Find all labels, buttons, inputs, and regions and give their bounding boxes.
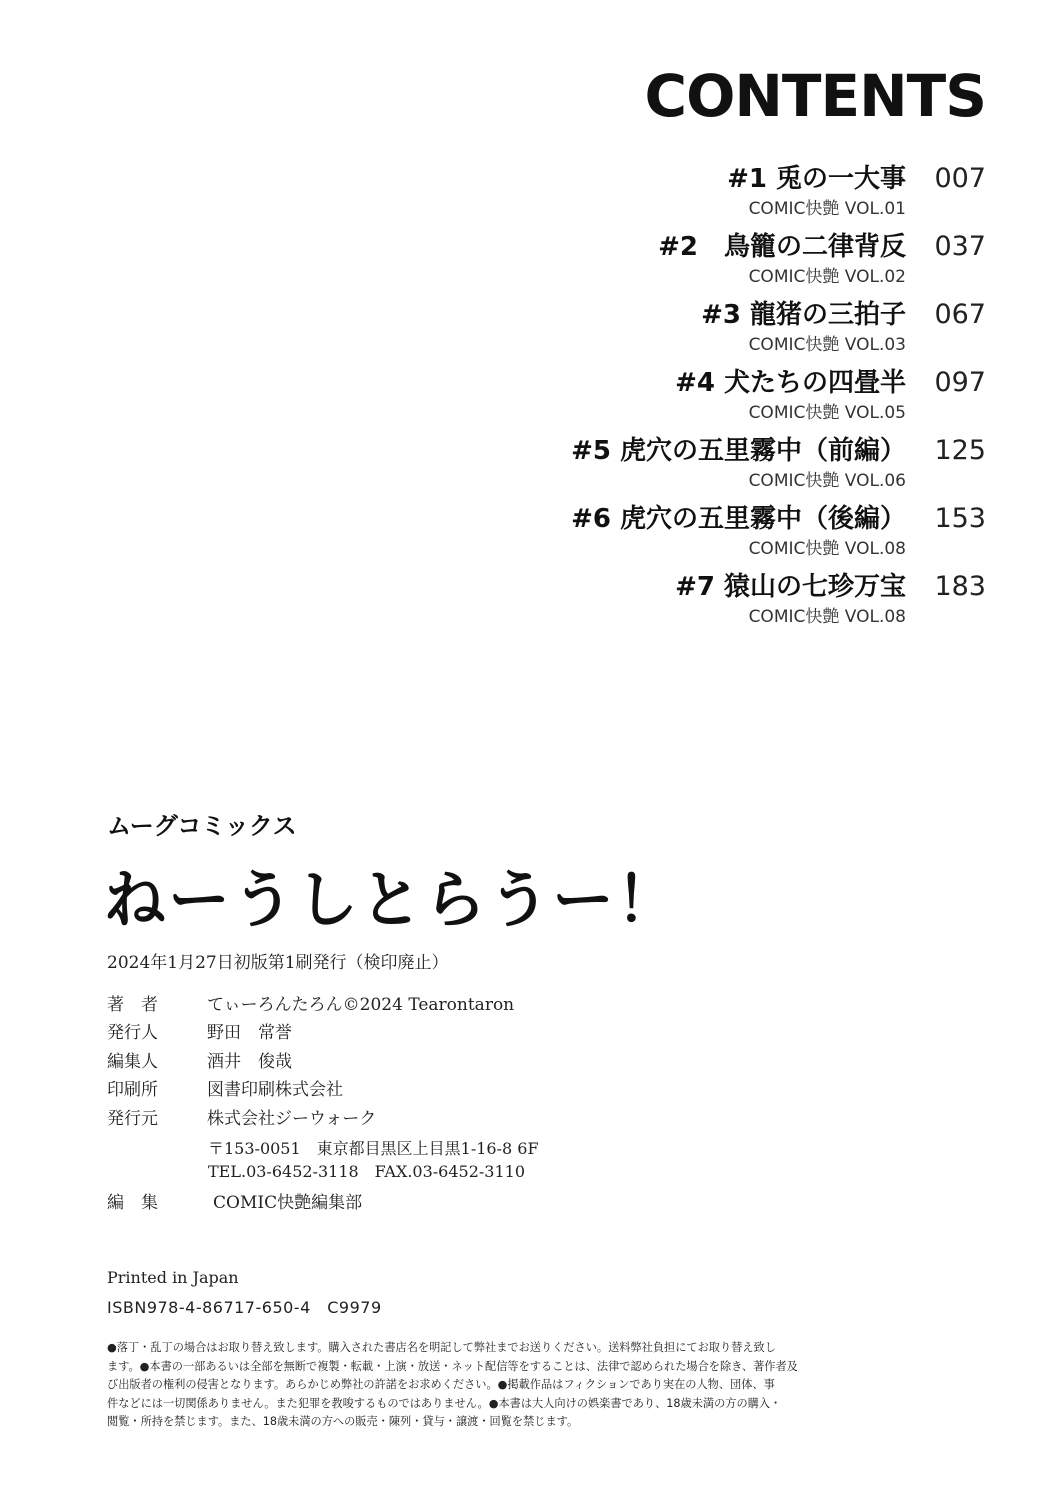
author-label: 著者: [107, 994, 175, 1015]
editor-person-value: 酒井 俊哉: [207, 1051, 292, 1072]
toc-title: #3 龍猪の三拍子: [701, 300, 906, 330]
legal-notice: [107, 1339, 807, 1432]
publisher-person-label: 発行人: [107, 1023, 158, 1044]
printer-label: 印刷所: [107, 1080, 158, 1101]
colophon-editor-person-row: [107, 1045, 807, 1074]
colophon-printer-row: [107, 1074, 807, 1103]
toc-source: COMIC快艶 VOL.01: [748, 199, 906, 219]
notice-line: ます。●本書の一部あるいは全部を無断で複製・転載・上演・放送・ネット配信等をすることは、法律で認められた場合を除き、著作者及: [107, 1359, 798, 1373]
publication-date: 2024年1月27日初版第1刷発行（検印廃止）: [107, 953, 449, 973]
table-of-contents: [426, 158, 986, 634]
toc-title: #5 虎穴の五里霧中（前編）: [571, 436, 906, 466]
toc-entry-5[interactable]: [426, 430, 986, 498]
toc-page-number: 067: [934, 299, 986, 330]
book-title: ねーうしとらうー！: [104, 863, 681, 936]
toc-entry-1[interactable]: [426, 158, 986, 226]
toc-page-number: 007: [934, 163, 986, 194]
toc-entry-6[interactable]: [426, 498, 986, 566]
toc-page-number: 037: [934, 231, 986, 262]
colophon-author-row: [107, 988, 807, 1017]
publisher-person-value: 野田 常誉: [207, 1023, 292, 1044]
notice-line: 件などには一切関係ありません。また犯罪を教唆するものではありません。●本書は大人向けの娯楽書であり、18歳未満の方の購入・: [107, 1396, 782, 1410]
toc-title: #4 犬たちの四畳半: [675, 368, 906, 398]
toc-entry-4[interactable]: [426, 362, 986, 430]
notice-line: ●落丁・乱丁の場合はお取り替え致します。購入された書店名を明記して弊社までお送りください。送料弊社負担にてお取り替え致し: [107, 1341, 776, 1354]
toc-page-number: 153: [934, 503, 986, 534]
editor-person-label: 編集人: [107, 1051, 158, 1072]
toc-page-number: 183: [934, 571, 986, 602]
colophon: [107, 988, 807, 1131]
notice-line: 閲覧・所持を禁じます。また、18歳未満の方への販売・陳列・貸与・譲渡・回覧を禁じます。: [107, 1415, 579, 1428]
publisher-label: 発行元: [107, 1108, 158, 1129]
colophon-editing-row: [107, 1188, 362, 1213]
toc-title: #7 猿山の七珍万宝: [675, 572, 906, 602]
series-label: ムーグコミックス: [107, 812, 297, 840]
toc-page-number: 097: [934, 367, 986, 398]
author-value: てぃーろんたろん©2024 Tearontaron: [207, 994, 515, 1015]
toc-title: #6 虎穴の五里霧中（後編）: [571, 504, 906, 534]
toc-page-number: 125: [934, 435, 986, 466]
toc-entry-3[interactable]: [426, 294, 986, 362]
isbn: ISBN978-4-86717-650-4 C9979: [107, 1298, 382, 1317]
publisher-phone-fax: TEL.03-6452-3118 FAX.03-6452-3110: [208, 1162, 526, 1181]
printer-value: 図書印刷株式会社: [207, 1080, 343, 1101]
toc-source: COMIC快艶 VOL.08: [748, 607, 906, 627]
toc-source: COMIC快艶 VOL.06: [748, 471, 906, 491]
publisher-value: 株式会社ジーウォーク: [207, 1108, 377, 1129]
toc-source: COMIC快艶 VOL.02: [748, 267, 906, 287]
toc-title: #1 兎の一大事: [727, 164, 906, 194]
notice-line: び出版者の権利の侵害となります。あらかじめ弊社の許諾をお求めください。●掲載作品はフィクションであり実在の人物、団体、事: [107, 1378, 775, 1391]
toc-entry-2[interactable]: [426, 226, 986, 294]
toc-source: COMIC快艶 VOL.03: [748, 335, 906, 355]
toc-entry-7[interactable]: [426, 566, 986, 634]
toc-source: COMIC快艶 VOL.08: [748, 539, 906, 559]
editing-value: COMIC快艶編集部: [213, 1193, 363, 1213]
contents-heading: CONTENTS: [644, 62, 986, 130]
toc-title: #2 鳥籠の二律背反: [658, 232, 906, 262]
printed-in: Printed in Japan: [107, 1268, 239, 1287]
colophon-publisher-person-row: [107, 1017, 807, 1046]
toc-source: COMIC快艶 VOL.05: [748, 403, 906, 423]
colophon-publisher-row: [107, 1102, 807, 1131]
publisher-address: 〒153-0051 東京都目黒区上目黒1-16-8 6F: [208, 1139, 539, 1158]
editing-label: 編集: [107, 1193, 175, 1213]
